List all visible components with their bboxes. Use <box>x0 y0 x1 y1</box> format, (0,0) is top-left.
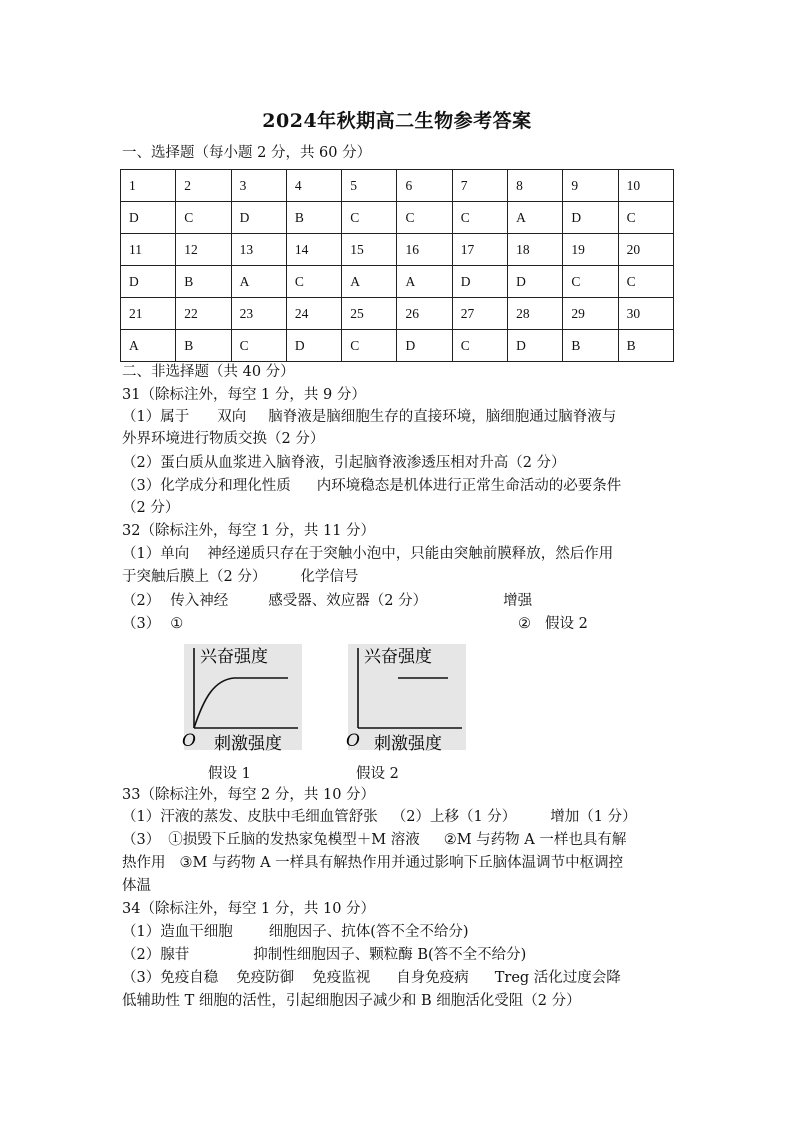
table-cell: D <box>508 266 563 298</box>
table-cell: 27 <box>452 298 507 330</box>
q34-a2-b: 抑制性细胞因子、颗粒酶 B(答不全不给分) <box>253 947 527 963</box>
table-cell: 8 <box>508 170 563 202</box>
q33-a3-f: 体温 <box>122 878 151 894</box>
q32-answer-2 <box>122 590 674 612</box>
table-cell: A <box>397 266 452 298</box>
table-cell: B <box>563 330 618 362</box>
table-cell: 11 <box>121 234 176 266</box>
q33-answer-3-cont <box>122 852 674 874</box>
table-cell: D <box>121 202 176 234</box>
q34-a3-a: （3）免疫自稳 <box>122 970 219 986</box>
graph2-origin: O <box>346 731 360 751</box>
q32-a2-c: 感受器、效应器（2 分） <box>268 593 428 609</box>
q32-answer-3 <box>122 613 674 635</box>
table-cell: 2 <box>176 170 231 202</box>
q32-a3-b: ① <box>170 616 184 632</box>
graph2-xlabel: 刺激强度 <box>374 734 442 752</box>
table-cell: D <box>397 330 452 362</box>
section1-heading: 一、选择题（每小题 2 分，共 60 分） <box>122 145 372 161</box>
table-cell: A <box>508 202 563 234</box>
table-cell: C <box>452 330 507 362</box>
table-cell: C <box>342 330 397 362</box>
table-cell: A <box>231 266 286 298</box>
q34-answer-2 <box>122 944 674 966</box>
q33-header: 33（除标注外，每空 2 分，共 10 分） <box>122 787 376 803</box>
q33-a2-b: 增加（1 分） <box>550 809 637 825</box>
table-cell: D <box>563 202 618 234</box>
q32-a2-a: （2） <box>122 593 161 609</box>
graph1-ylabel: 兴奋强度 <box>200 647 268 667</box>
graph-hypothesis-2 <box>344 642 468 752</box>
q34-answer-1 <box>122 921 674 943</box>
q33-answer-3 <box>122 829 674 851</box>
table-cell: C <box>397 202 452 234</box>
q31-header: 31（除标注外，每空 1 分，共 9 分） <box>122 387 366 403</box>
q33-a3-d: 热作用 <box>122 855 166 871</box>
table-row-numbers <box>121 234 674 266</box>
table-cell: C <box>231 330 286 362</box>
table-cell: 18 <box>508 234 563 266</box>
section2-heading: 二、非选择题（共 40 分） <box>122 364 295 380</box>
q34-a3-e: Treg 活化过度会降 <box>494 970 621 986</box>
q34-a3-f: 低辅助性 T 细胞的活性，引起细胞因子减少和 B 细胞活化受阻（2 分） <box>122 993 581 1009</box>
q33-a2: （2）上移（1 分） <box>391 809 517 825</box>
table-cell: 14 <box>286 234 341 266</box>
q31-answer-3 <box>122 475 674 497</box>
q31-a1-c: 脑脊液是脑细胞生存的直接环境，脑细胞通过脑脊液与 <box>268 409 617 425</box>
page-title: 2024年秋期高二生物参考答案 <box>262 110 532 132</box>
q32-a1-d: 化学信号 <box>300 569 359 585</box>
table-cell: B <box>618 330 673 362</box>
q31-a1-b: 双向 <box>217 409 247 425</box>
q34-answer-3 <box>122 967 674 989</box>
q32-header: 32（除标注外，每空 1 分，共 11 分） <box>122 523 376 539</box>
q34-header: 34（除标注外，每空 1 分，共 10 分） <box>122 901 376 917</box>
table-cell: 19 <box>563 234 618 266</box>
q31-a3-b: 内环境稳态是机体进行正常生命活动的必要条件 <box>316 478 622 494</box>
table-cell: 5 <box>342 170 397 202</box>
q32-a1-a: （1）单向 <box>122 546 190 562</box>
table-cell: D <box>231 202 286 234</box>
q32-a3-c: ② <box>518 616 531 632</box>
answer-table <box>120 169 674 362</box>
q33-a3-b: ①损毁下丘脑的发热家兔模型＋M 溶液 <box>168 832 420 848</box>
table-row-numbers <box>121 170 674 202</box>
table-cell: 6 <box>397 170 452 202</box>
q34-a2-a: （2）腺苷 <box>122 947 190 963</box>
table-cell: C <box>176 202 231 234</box>
table-cell: 24 <box>286 298 341 330</box>
table-cell: 23 <box>231 298 286 330</box>
q31-a3-a: （3）化学成分和理化性质 <box>122 478 291 494</box>
table-cell: 20 <box>618 234 673 266</box>
graph2-caption: 假设 2 <box>356 766 399 782</box>
table-cell: 13 <box>231 234 286 266</box>
q33-a3-c: ②M 与药物 A 一样也具有解 <box>443 832 627 848</box>
q32-a2-b: 传入神经 <box>170 593 229 609</box>
q32-a3-answer2 <box>518 613 588 635</box>
q32-a3-d: 假设 2 <box>545 616 588 632</box>
q31-answer-1 <box>122 406 674 428</box>
q34-a3-b: 免疫防御 <box>236 970 295 986</box>
table-cell: D <box>286 330 341 362</box>
graph-hypothesis-1 <box>180 642 304 752</box>
q33-a1: （1）汗液的蒸发、皮肤中毛细血管舒张 <box>122 809 378 825</box>
q33-a3-a: （3） <box>122 832 161 848</box>
q32-a2-d: 增强 <box>503 593 533 609</box>
table-cell: D <box>508 330 563 362</box>
table-cell: 26 <box>397 298 452 330</box>
q31-a3-c: （2 分） <box>122 500 180 516</box>
table-cell: 21 <box>121 298 176 330</box>
q32-a1-b: 神经递质只存在于突触小泡中，只能由突触前膜释放，然后作用 <box>207 546 614 562</box>
table-cell: 12 <box>176 234 231 266</box>
q31-a1-prefix: （1）属于 <box>122 409 190 425</box>
table-cell: 30 <box>618 298 673 330</box>
graph1-caption: 假设 1 <box>208 766 251 782</box>
table-cell: C <box>618 202 673 234</box>
graph1-origin: O <box>182 731 196 751</box>
table-cell: 29 <box>563 298 618 330</box>
q33-a3-e: ③M 与药物 A 一样具有解热作用并通过影响下丘脑体温调节中枢调控 <box>179 855 624 871</box>
q32-answer-1 <box>122 543 674 565</box>
table-cell: B <box>176 266 231 298</box>
q34-a1-a: （1）造血干细胞 <box>122 924 233 940</box>
table-cell: 15 <box>342 234 397 266</box>
table-cell: 1 <box>121 170 176 202</box>
table-cell: C <box>618 266 673 298</box>
table-cell: C <box>563 266 618 298</box>
q32-answer-1-cont <box>122 566 674 588</box>
table-cell: D <box>121 266 176 298</box>
table-cell: 16 <box>397 234 452 266</box>
q34-a3-c: 免疫监视 <box>312 970 371 986</box>
table-row-answers <box>121 330 674 362</box>
table-cell: C <box>342 202 397 234</box>
table-cell: A <box>121 330 176 362</box>
table-cell: 17 <box>452 234 507 266</box>
table-row-answers <box>121 266 674 298</box>
q32-a3-a: （3） <box>122 616 161 632</box>
table-cell: D <box>452 266 507 298</box>
table-cell: 28 <box>508 298 563 330</box>
table-cell: C <box>286 266 341 298</box>
q32-a1-c: 于突触后膜上（2 分） <box>122 569 267 585</box>
q31-a1-d: 外界环境进行物质交换（2 分） <box>122 431 325 447</box>
q34-a3-d: 自身免疫病 <box>396 970 469 986</box>
table-cell: 3 <box>231 170 286 202</box>
table-cell: 9 <box>563 170 618 202</box>
table-row-answers <box>121 202 674 234</box>
table-cell: B <box>286 202 341 234</box>
table-cell: 7 <box>452 170 507 202</box>
q34-a1-b: 细胞因子、抗体(答不全不给分) <box>268 924 469 940</box>
table-cell: B <box>176 330 231 362</box>
table-row-numbers <box>121 298 674 330</box>
table-cell: C <box>452 202 507 234</box>
table-cell: 4 <box>286 170 341 202</box>
table-cell: 25 <box>342 298 397 330</box>
graph1-xlabel: 刺激强度 <box>214 734 282 752</box>
table-cell: 22 <box>176 298 231 330</box>
q31-answer-2: （2）蛋白质从血浆进入脑脊液，引起脑脊液渗透压相对升高（2 分） <box>122 455 566 471</box>
graph2-ylabel: 兴奋强度 <box>364 647 432 667</box>
q33-answer-1-2 <box>122 806 674 828</box>
table-cell: A <box>342 266 397 298</box>
table-cell: 10 <box>618 170 673 202</box>
